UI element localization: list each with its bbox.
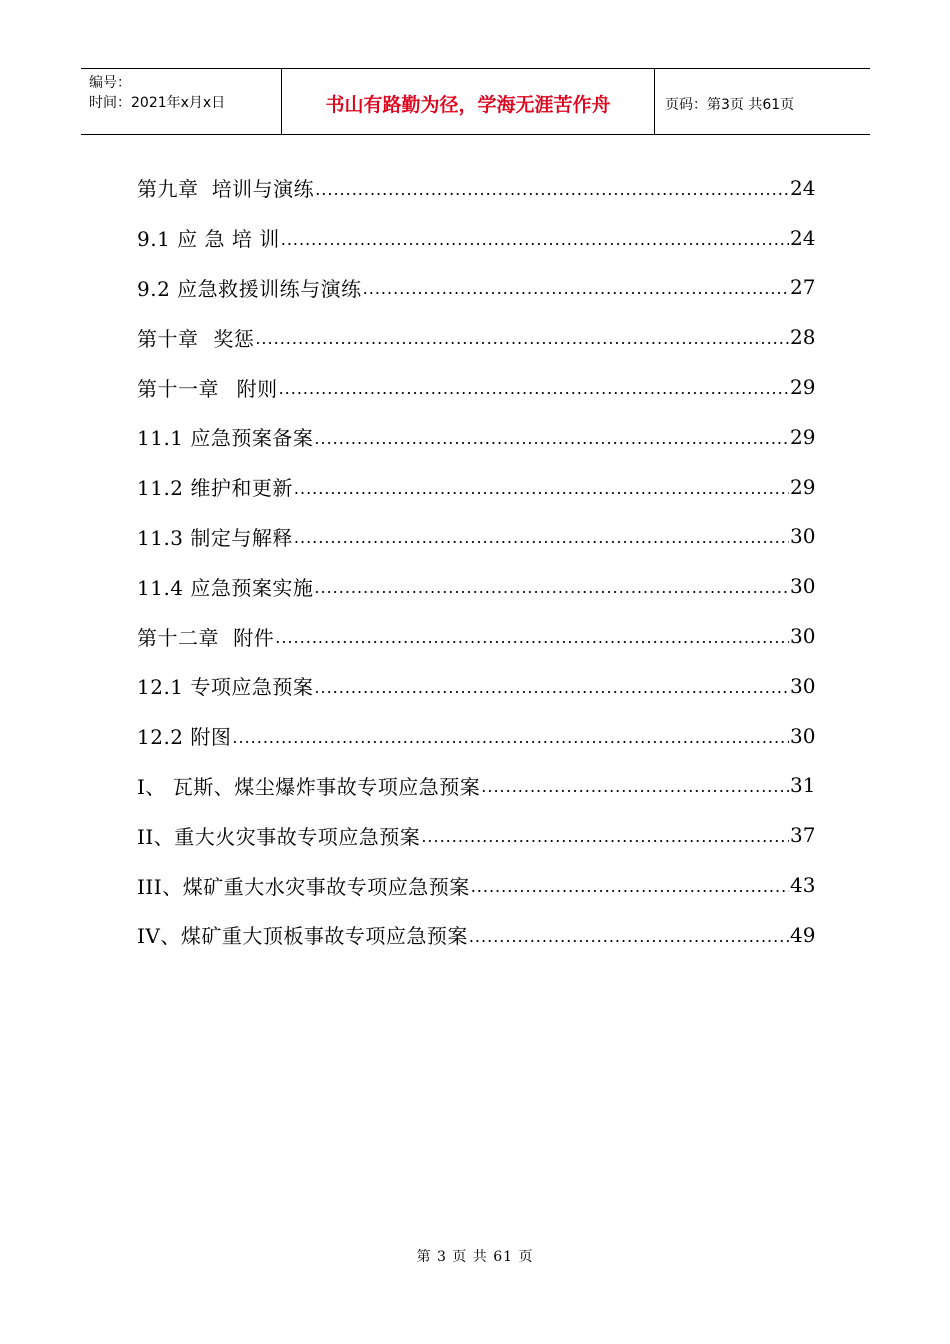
toc-entry-title: III、煤矿重大水灾事故专项应急预案 [137, 874, 470, 899]
toc-entry-title: 11.3 制定与解释 [137, 525, 293, 550]
toc-entry-title: II、重大火灾事故专项应急预案 [137, 824, 421, 849]
toc-leader-dots [315, 182, 789, 202]
toc-row[interactable] [137, 512, 814, 562]
toc-page-number: 29 [790, 375, 816, 400]
toc-page-number: 49 [790, 922, 816, 947]
toc-leader-dots [471, 879, 789, 899]
page-footer: 第 3 页 共 61 页 [416, 1249, 534, 1265]
toc-page-number: 30 [790, 723, 816, 748]
toc-row[interactable] [137, 910, 814, 960]
toc-row[interactable] [137, 761, 814, 811]
toc-entry-subtitle: 附则 [236, 376, 278, 401]
toc-row[interactable] [137, 810, 814, 860]
header-page-info: 页码：第3页 共61页 [665, 96, 795, 113]
toc-page-number: 29 [790, 424, 816, 449]
toc-page-number: 30 [790, 574, 816, 599]
page-header [81, 68, 870, 135]
header-motto: 书山有路勤为径，学海无涯苦作舟 [282, 69, 655, 134]
toc-page-number: 28 [790, 325, 816, 350]
toc-page-number: 24 [790, 225, 816, 250]
toc-row[interactable] [137, 412, 814, 462]
toc-leader-dots [294, 481, 789, 501]
toc-row[interactable] [137, 860, 814, 910]
header-meta-cell [81, 69, 282, 134]
doc-time-label: 时间：2021年x月x日 [89, 95, 226, 111]
toc-leader-dots [232, 730, 789, 750]
toc-row[interactable] [137, 661, 814, 711]
toc-entry-subtitle: 附件 [233, 625, 275, 650]
toc-row[interactable] [137, 611, 814, 661]
toc-page-number: 30 [790, 673, 816, 698]
toc-entry-subtitle: 培训与演练 [211, 177, 315, 202]
toc-page-number: 27 [790, 275, 816, 300]
toc-entry-subtitle: 奖惩 [213, 326, 255, 351]
toc-leader-dots [281, 232, 789, 252]
toc-entry-title: IV、煤矿重大顶板事故专项应急预案 [137, 924, 468, 949]
toc-row[interactable] [137, 711, 814, 761]
toc-leader-dots [314, 680, 789, 700]
toc-entry-title: 11.4 应急预案实施 [137, 575, 314, 600]
toc-leader-dots [255, 331, 789, 351]
toc-entry-title: 9.2 应急救援训练与演练 [137, 276, 362, 301]
toc-leader-dots [469, 929, 789, 949]
table-of-contents [137, 163, 814, 960]
toc-leader-dots [363, 281, 789, 301]
toc-row[interactable] [137, 312, 814, 362]
toc-entry-title: 第十二章 [137, 625, 219, 650]
toc-entry-title: I、 瓦斯、煤尘爆炸事故专项应急预案 [137, 774, 481, 799]
toc-row[interactable] [137, 213, 814, 263]
toc-leader-dots [481, 779, 789, 799]
toc-entry-title: 第九章 [137, 177, 199, 202]
toc-leader-dots [314, 431, 789, 451]
toc-page-number: 24 [790, 175, 816, 200]
toc-entry-title: 11.2 维护和更新 [137, 476, 293, 501]
toc-row[interactable] [137, 263, 814, 313]
toc-entry-title: 第十一章 [137, 376, 219, 401]
toc-row[interactable] [137, 561, 814, 611]
toc-row[interactable] [137, 163, 814, 213]
toc-page-number: 37 [790, 823, 816, 848]
toc-page-number: 29 [790, 474, 816, 499]
toc-entry-title: 9.1 应 急 培 训 [137, 227, 280, 252]
toc-leader-dots [421, 829, 789, 849]
toc-page-number: 30 [790, 624, 816, 649]
toc-entry-title: 11.1 应急预案备案 [137, 426, 314, 451]
toc-row[interactable] [137, 462, 814, 512]
toc-page-number: 30 [790, 524, 816, 549]
toc-entry-title: 12.2 附图 [137, 725, 232, 750]
doc-number-label: 编号： [89, 75, 131, 91]
toc-leader-dots [279, 381, 789, 401]
toc-entry-title: 第十章 [137, 326, 199, 351]
toc-leader-dots [314, 580, 789, 600]
toc-page-number: 31 [790, 773, 816, 798]
toc-leader-dots [275, 630, 789, 650]
toc-leader-dots [294, 530, 789, 550]
toc-page-number: 43 [790, 873, 816, 898]
toc-entry-title: 12.1 专项应急预案 [137, 675, 314, 700]
toc-row[interactable] [137, 362, 814, 412]
